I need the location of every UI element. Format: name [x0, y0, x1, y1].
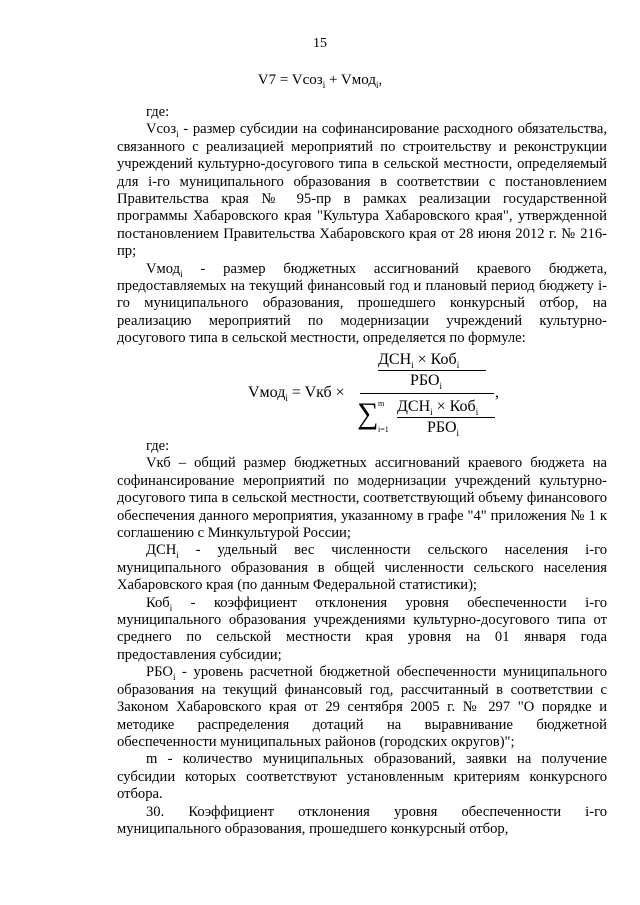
sum-sign: ∑	[357, 397, 379, 430]
formula-vmod-lhs-tail: = Vкб ×	[287, 384, 345, 401]
formula-vmod-outer-numerator	[378, 351, 459, 370]
term: где:	[146, 104, 170, 120]
definition-text: - удельный вес численности сельского населения i-го муниципального образования в общей численности сельского населения Хабаровского края (по данным Федеральной статистики);	[117, 542, 607, 594]
term: Коб	[146, 594, 170, 611]
formula-v7	[0, 72, 640, 90]
text-block-definitions-1	[117, 104, 607, 348]
term: РБО	[146, 664, 173, 681]
den-dsn-sub: i	[430, 407, 433, 418]
formula-vmod-lhs	[248, 384, 345, 403]
num-kob-sub: i	[456, 360, 460, 371]
definition-text: – общий размер бюджетных ассигнований краевого бюджета на софинансирование мероприятий по модернизации учреждений культурно-досугового типа в сельской местности, соответствующий объему финансового обеспечения данного мероприятия, указанному в графе "4" приложения № 1 к соглашению с Минкультурой России;	[117, 455, 607, 542]
term-subscript: i	[176, 129, 179, 140]
formula-vmod-lhs-sub: i	[285, 393, 288, 404]
term: где:	[146, 438, 170, 454]
paragraph	[117, 455, 607, 542]
sum-upper-limit: m	[378, 399, 385, 408]
formula-vmod-inner-bar-top	[378, 370, 486, 371]
formula-vmod-tail: ,	[495, 384, 499, 401]
formula-vmod-inner-bar-bottom	[397, 417, 495, 418]
formula-vmod-lhs-text: Vмод	[248, 384, 286, 401]
formula-v7-tail: ,	[378, 72, 383, 88]
den-dsn: ДСН	[397, 398, 431, 415]
paragraph	[117, 664, 607, 751]
paragraph	[117, 804, 607, 839]
term: 30.	[146, 803, 165, 820]
num-dsn-sub: i	[411, 360, 414, 371]
formula-v7-sub2: i	[375, 80, 379, 90]
num-dsn: ДСН	[378, 351, 412, 368]
formula-v7-plus: + Vмод	[325, 72, 376, 88]
den-rbo: РБО	[427, 419, 457, 436]
num-rbo: РБО	[410, 372, 440, 389]
term: Vсоз	[146, 121, 177, 138]
paragraph	[117, 261, 607, 348]
paragraph	[117, 104, 607, 121]
term-subscript: i	[180, 268, 183, 279]
definition-text: - количество муниципальных образований, заявки на получение субсидии которых соответствуют установленным критериям конкурсного отбора.	[117, 751, 607, 803]
term-subscript: i	[176, 550, 179, 561]
formula-vmod	[0, 349, 640, 439]
den-kob: × Коб	[432, 398, 476, 415]
page-number: 15	[313, 36, 327, 51]
num-rbo-sub: i	[439, 381, 443, 392]
formula-vmod-den-den	[427, 419, 459, 438]
text-block-definitions-2	[117, 438, 607, 838]
definition-text: Коэффициент отклонения уровня обеспеченности i-го муниципального образования, прошедшего конкурсный отбор,	[117, 803, 607, 837]
paragraph	[117, 438, 607, 455]
sum-lower-limit: i=1	[378, 425, 389, 434]
term-subscript: i	[172, 672, 176, 683]
paragraph	[117, 542, 607, 594]
paragraph	[117, 595, 607, 665]
formula-vmod-main-bar	[360, 393, 494, 394]
definition-text: - размер бюджетных ассигнований краевого бюджета, предоставляемых на текущий финансовый год и плановый период бюджету i-го муниципального образования, прошедшего конкурсный отбор, на реализацию мероприятий по модернизации учреждений культурно-досугового типа в сельской местности, определяется по формуле:	[117, 260, 607, 347]
paragraph	[117, 121, 607, 260]
formula-vmod-den-num	[397, 398, 478, 417]
den-rbo-sub: i	[456, 428, 460, 439]
den-kob-sub: i	[475, 407, 479, 418]
num-kob: × Коб	[413, 351, 457, 368]
term-subscript: i	[169, 602, 173, 613]
paragraph	[117, 751, 607, 803]
formula-v7-lhs: V7 = Vсоз	[257, 72, 323, 88]
formula-vmod-outer-num-den	[410, 372, 442, 391]
term: Vкб	[146, 455, 171, 472]
term: Vмод	[146, 260, 181, 277]
formula-v7-sub1: i	[322, 80, 326, 90]
definition-text: - размер субсидии на софинансирование расходного обязательства, связанного с реализацией мероприятий по строительству и реконструкции учреждений культурно-досугового типа в сельской местности, определяемый для i-го муниципального образования в соответствии с постановлением Правительства края № 95-пр в рамках реализации государственной программы Хабаровского края "Культура Хабаровского края", утвержденной постановлением Правительства Хабаровского края от 28 июня 2012 г. № 216-пр;	[117, 121, 607, 260]
term: m	[146, 751, 158, 768]
definition-text: - коэффициент отклонения уровня обеспеченности i-го муниципального образования учреждениями культурно-досугового типа от среднего по сельской местности края уровня на 01 января года предоставления субсидии;	[117, 594, 607, 663]
term: ДСН	[146, 542, 177, 559]
definition-text: - уровень расчетной бюджетной обеспеченности муниципального образования на текущий финансовый год, рассчитанный в соответствии с Законом Хабаровского края от 29 сентября 2005 г. № 297 "О порядке и методике распределения дотаций на выравнивание бюджетной обеспеченности муниципальных районов (городских округов)";	[117, 664, 607, 750]
